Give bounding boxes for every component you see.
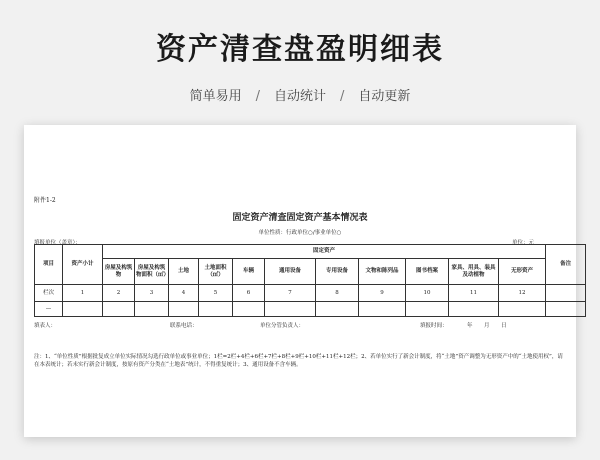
header-vehicles: 车辆 — [233, 259, 265, 285]
footnote: 注：1、“单位性质”根据批复成立单位实际情况勾选行政单位或事业单位；1栏=2栏+4栏+6栏+7栏+8栏+9栏+10栏+11栏+12栏；2、若单位实行了新会计制度，将“土地”资产调整为无形资产中的“土地使用权”，请在本表统计；若未实行新会计制度，按原有资产分类在“土地表”统计，不得重复统计；3、通用设备不含车辆。 — [34, 354, 563, 368]
leader-label: 单位分管负责人： — [260, 323, 305, 329]
data-cell[interactable] — [406, 302, 449, 317]
header-special-equipment: 专用设备 — [316, 259, 359, 285]
header-intangible: 无形资产 — [499, 259, 546, 285]
month-label: 月 — [484, 323, 490, 329]
header-remark: 备注 — [546, 245, 586, 285]
code-row-label: 栏次 — [35, 285, 63, 302]
unit-nature: 单位性质：行政单位○/事业单位○ — [258, 230, 342, 236]
code-cell: 9 — [359, 285, 406, 302]
data-cell[interactable] — [265, 302, 316, 317]
header-subtotal: 资产小计 — [63, 245, 103, 285]
phone-label: 联系电话： — [170, 323, 198, 329]
code-cell: 2 — [103, 285, 135, 302]
blank-row-label: — — [35, 302, 63, 317]
tag-auto-update: 自动更新 — [358, 89, 411, 104]
asset-table — [34, 244, 586, 317]
tag-separator: / — [340, 89, 345, 104]
tag-auto-stat: 自动统计 — [273, 89, 326, 104]
tagline — [0, 85, 600, 104]
code-cell: 7 — [265, 285, 316, 302]
data-cell[interactable] — [135, 302, 169, 317]
code-cell: 1 — [63, 285, 103, 302]
header-furniture: 家具、用具、装具及动植物 — [449, 259, 499, 285]
document-title: 固定资产清查固定资产基本情况表 — [232, 213, 368, 223]
data-cell[interactable] — [316, 302, 359, 317]
year-label: 年 — [467, 323, 473, 329]
code-cell: 8 — [316, 285, 359, 302]
table-row — [35, 285, 586, 302]
data-cell[interactable] — [499, 302, 546, 317]
data-cell[interactable] — [449, 302, 499, 317]
code-cell: 11 — [449, 285, 499, 302]
data-cell[interactable] — [63, 302, 103, 317]
code-cell: 4 — [169, 285, 199, 302]
header-books-archives: 图书档案 — [406, 259, 449, 285]
data-cell[interactable] — [169, 302, 199, 317]
tag-separator: / — [255, 89, 260, 104]
header-cultural-relics: 文物和陈列品 — [359, 259, 406, 285]
filler-label: 填表人： — [34, 323, 57, 329]
code-cell: 6 — [233, 285, 265, 302]
data-cell[interactable] — [546, 302, 586, 317]
data-cell[interactable] — [359, 302, 406, 317]
data-cell[interactable] — [233, 302, 265, 317]
data-cell[interactable] — [103, 302, 135, 317]
header-building-area: 房屋及构筑物面积（㎡） — [135, 259, 169, 285]
tag-easy: 简单易用 — [189, 89, 242, 104]
fill-unit-label: 填报单位（盖章）： — [34, 240, 81, 246]
code-cell: 5 — [199, 285, 233, 302]
header-land-area: 土地面积（㎡） — [199, 259, 233, 285]
header-general-equipment: 通用设备 — [265, 259, 316, 285]
data-cell[interactable] — [199, 302, 233, 317]
code-cell: 3 — [135, 285, 169, 302]
header-buildings: 房屋及构筑物 — [103, 259, 135, 285]
currency-unit-label: 单位：元 — [511, 240, 534, 246]
remark-cell[interactable] — [546, 285, 586, 302]
code-cell: 10 — [406, 285, 449, 302]
document-sheet — [24, 125, 576, 437]
code-cell: 12 — [499, 285, 546, 302]
page-title: 资产清查盘盈明细表 — [156, 32, 444, 67]
header-fixed-assets: 固定资产 — [103, 245, 546, 259]
header-item: 项目 — [35, 245, 63, 285]
day-label: 日 — [501, 323, 507, 329]
fill-date-label: 填报时间： — [420, 323, 448, 329]
table-row — [35, 302, 586, 317]
header-land: 土地 — [169, 259, 199, 285]
attachment-label: 附件1-2 — [34, 197, 56, 204]
